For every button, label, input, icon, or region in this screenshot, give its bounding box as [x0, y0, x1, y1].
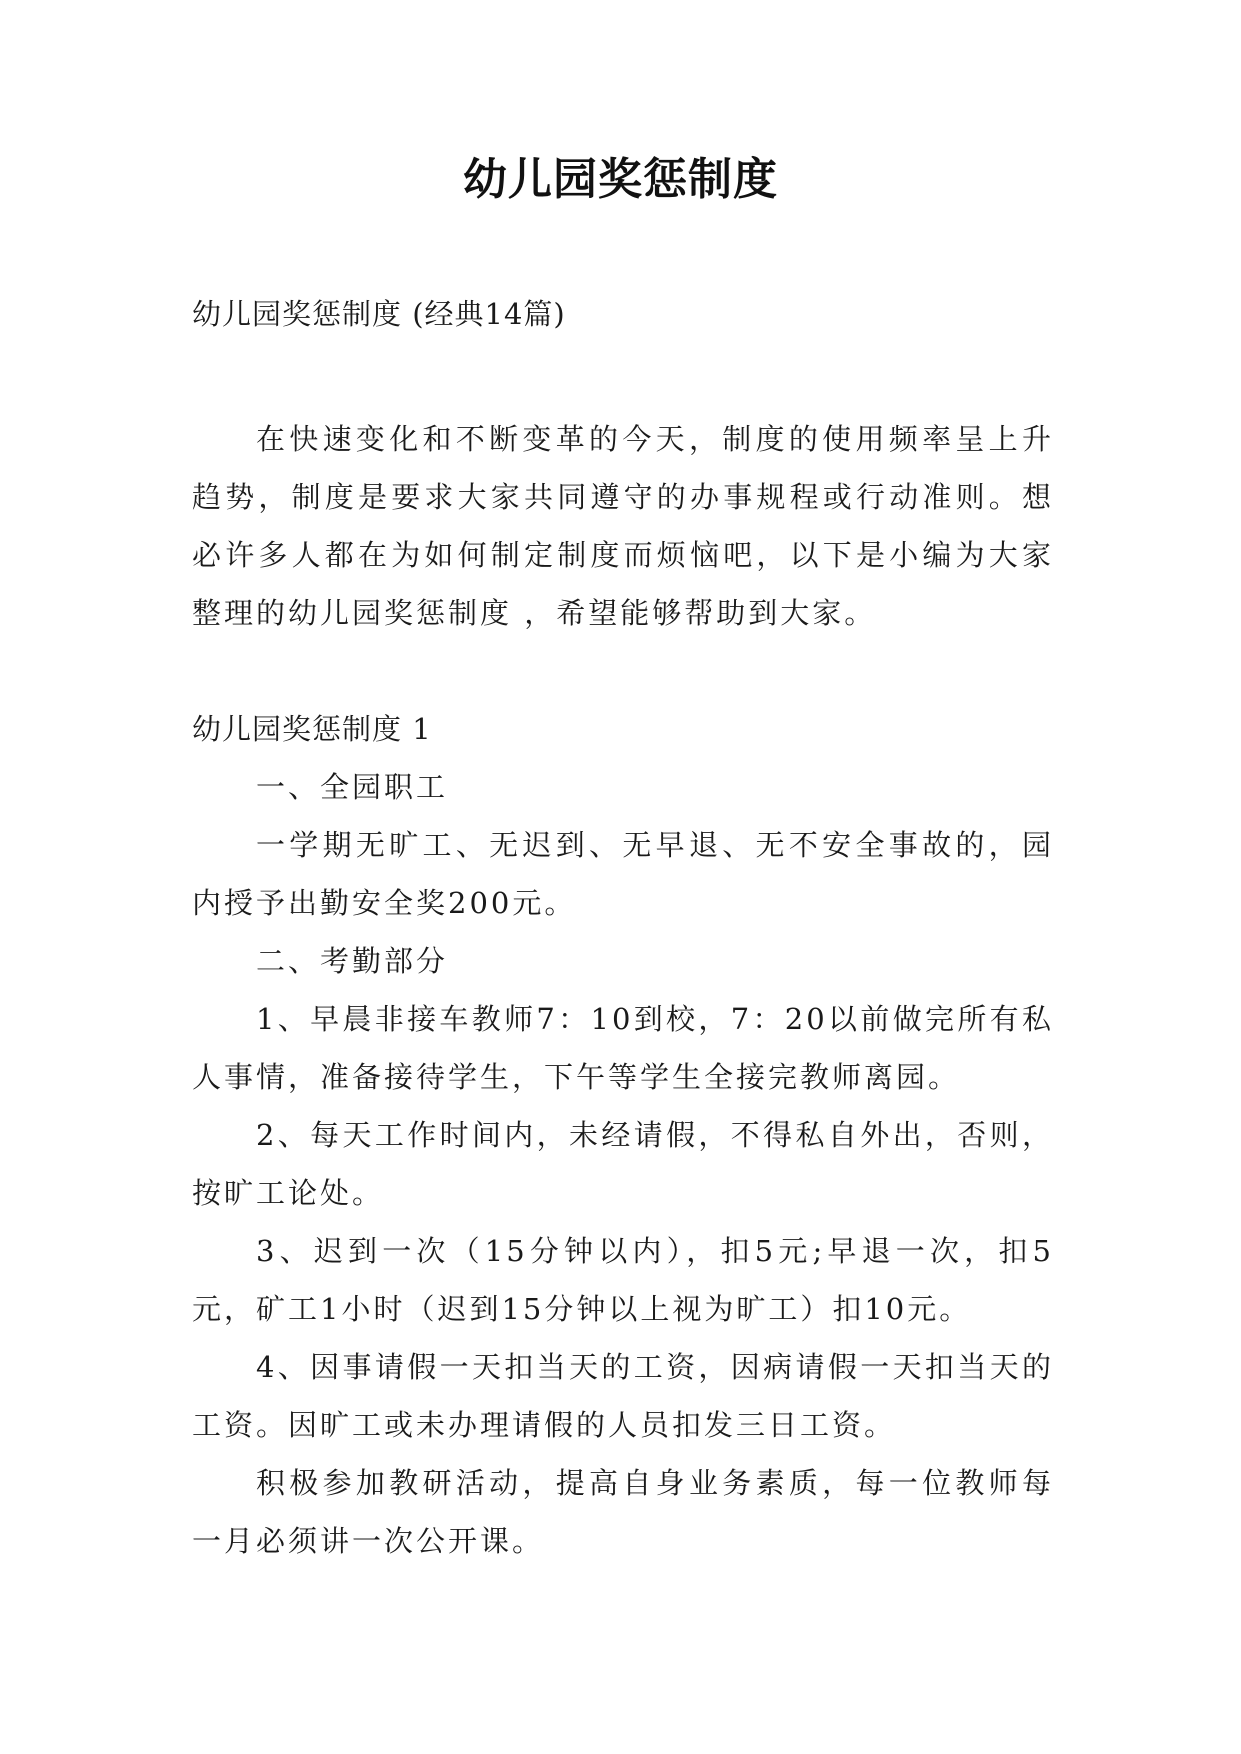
document-title: 幼儿园奖惩制度 — [463, 154, 778, 205]
paragraph-teaching-research: 积极参加教研活动，提高自身业务素质，每一位教师每一月必须讲一次公开课。 — [192, 1466, 1054, 1558]
heading-attendance: 二、考勤部分 — [256, 944, 449, 978]
rule-1-arrival: 1、早晨非接车教师7：10到校，7：20以前做完所有私人事情，准备接待学生，下午等学生全接完教师离园。 — [192, 1002, 1054, 1094]
heading-all-staff: 一、全园职工 — [256, 770, 449, 804]
rule-3-lateness: 3、迟到一次（15分钟以内），扣5元;早退一次，扣5元，矿工1小时（迟到15分钟以上视为旷工）扣10元。 — [192, 1234, 1054, 1326]
intro-paragraph: 在快速变化和不断变革的今天，制度的使用频率呈上升趋势，制度是要求大家共同遵守的办事规程或行动准则。想必许多人都在为如何制定制度而烦恼吧，以下是小编为大家整理的幼儿园奖惩制度 ，希望能够帮助到大家。 — [192, 422, 1054, 630]
rule-2-leaving: 2、每天工作时间内，未经请假，不得私自外出，否则，按旷工论处。 — [192, 1118, 1054, 1210]
paragraph-attendance-award: 一学期无旷工、无迟到、无早退、无不安全事故的，园内授予出勤安全奖200元。 — [192, 828, 1054, 920]
section-1 — [192, 700, 1054, 1570]
section-heading: 幼儿园奖惩制度 1 — [192, 712, 432, 746]
document-subtitle: 幼儿园奖惩制度 (经典14篇) — [192, 297, 566, 331]
rule-4-leave: 4、因事请假一天扣当天的工资，因病请假一天扣当天的工资。因旷工或未办理请假的人员扣发三日工资。 — [192, 1350, 1054, 1442]
